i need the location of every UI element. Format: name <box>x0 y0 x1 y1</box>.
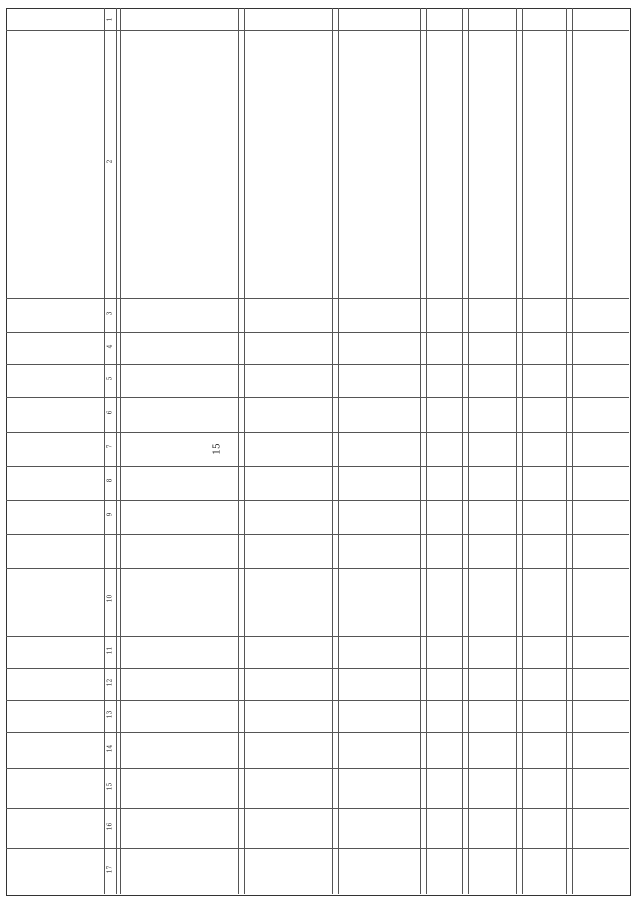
col-sep-11 <box>6 636 629 637</box>
row-sep-1 <box>238 8 239 894</box>
page-number: 15 <box>212 443 223 455</box>
column-number: 16 <box>106 822 114 831</box>
col-sep-16 <box>6 808 629 809</box>
column-number: 12 <box>106 678 114 687</box>
row-sep-3 <box>332 8 333 894</box>
row-sep-12 <box>572 8 573 894</box>
row-sep-11 <box>566 8 567 894</box>
column-number: 7 <box>106 444 114 449</box>
column-number: 17 <box>106 865 114 874</box>
column-number: 14 <box>106 744 114 753</box>
col-sep-2 <box>6 298 629 299</box>
column-number: 2 <box>106 159 114 164</box>
column-number: 11 <box>106 646 114 655</box>
column-number: 9 <box>106 512 114 517</box>
column-number: 6 <box>106 410 114 415</box>
col-sep-14 <box>6 732 629 733</box>
column-number: 10 <box>106 594 114 603</box>
column-number: 13 <box>106 710 114 719</box>
row-sep-6 <box>426 8 427 894</box>
col-sep-13 <box>6 700 629 701</box>
col-sep-8 <box>6 500 629 501</box>
col-sep-6 <box>6 432 629 433</box>
col-sep-3 <box>6 332 629 333</box>
row-sep-7 <box>462 8 463 894</box>
col-sep-5 <box>6 397 629 398</box>
col-sep-15 <box>6 768 629 769</box>
capital-repair-table <box>6 8 631 896</box>
row-sep-5 <box>420 8 421 894</box>
col-sep-7 <box>6 466 629 467</box>
colnum-row-rule <box>116 8 117 894</box>
column-number: 1 <box>106 17 114 22</box>
row-sep-4 <box>338 8 339 894</box>
col-sep-1 <box>6 30 629 31</box>
column-number: 3 <box>106 311 114 316</box>
column-number: 4 <box>106 344 114 349</box>
row-sep-10 <box>522 8 523 894</box>
row-sep-2 <box>244 8 245 894</box>
table-frame <box>6 8 631 896</box>
colnum-row-rule-2 <box>120 8 121 894</box>
column-number: 8 <box>106 478 114 483</box>
col-sep-4 <box>6 364 629 365</box>
col-sep-12 <box>6 668 629 669</box>
row-sep-8 <box>468 8 469 894</box>
col-sep-17 <box>6 848 629 849</box>
column-number: 5 <box>106 376 114 381</box>
header-bottom-rule <box>104 8 105 894</box>
col-sep-10 <box>6 568 629 569</box>
col-sep-9 <box>6 534 629 535</box>
row-sep-9 <box>516 8 517 894</box>
column-number: 15 <box>106 782 114 791</box>
